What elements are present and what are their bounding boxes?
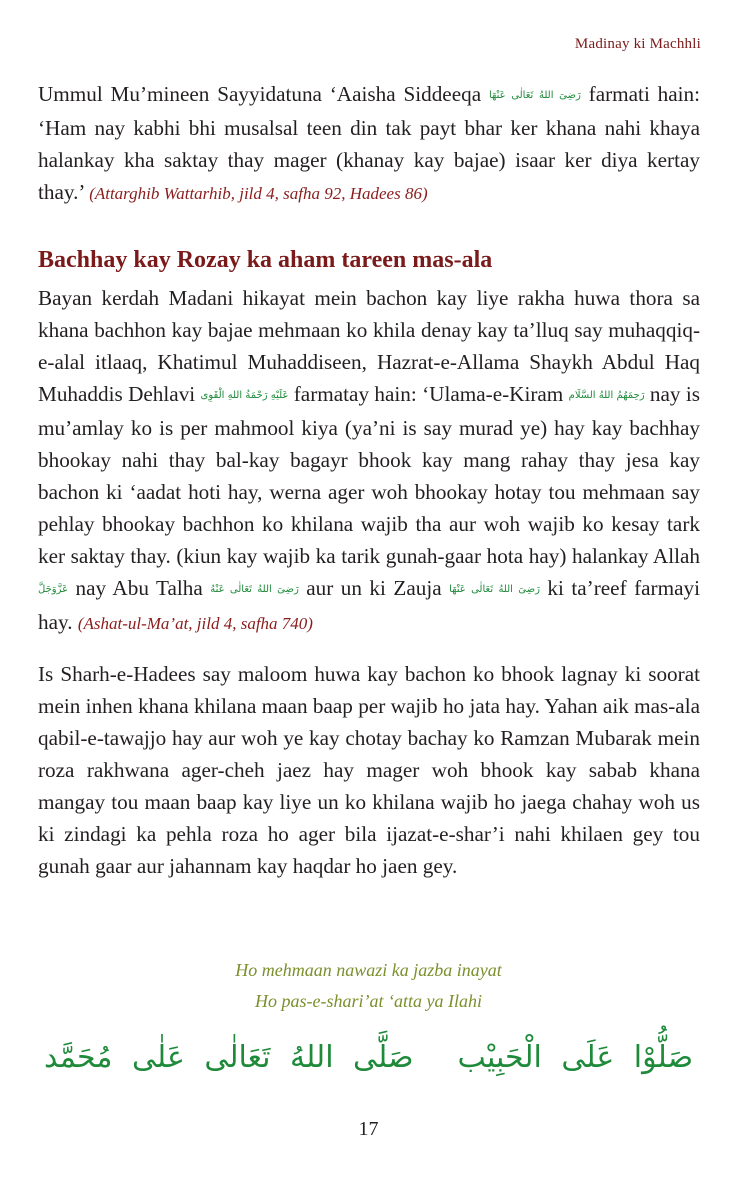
paragraph-3: Is Sharh-e-Hadees say maloom huwa kay bachon ko bhook lagnay ki soorat mein inhen khana khilana maan baap per wajib ho jata hay. Yahan aik mas-ala qabil-e-tawajjo hay aur woh ye kay chotay bachay ko Ramzan Mubarak mein roza rakhwana ager-cheh jaez hay mager woh bhook kay sabab khana mangay tou maan baap kay liye un ko khilana wajib ho jaega chahay woh us ki zindagi ka pehla roza ho ager bila ijazat-e-shar’i nahi khilaen gey tou gunah gaar aur jahannam kay haqdar ho jaen gey. (38, 662, 700, 878)
page-body (38, 78, 700, 882)
section-heading: Bachhay kay Rozay ka aham tareen mas-ala (38, 247, 493, 273)
couplet-line-1: Ho mehmaan nawazi ka jazba inayat (235, 960, 502, 980)
arabic-honorific: رَضِیَ اللهُ تَعَالٰی عَنْهَا (449, 584, 540, 595)
poetry-couplet (0, 955, 737, 1017)
durood-line (0, 1040, 737, 1075)
arabic-honorific: عَزَّوَجَلَّ (38, 584, 69, 595)
durood-phrase-left: صَلَّی اللهُ تَعَالٰی عَلٰی مُحَمَّد (43, 1040, 414, 1075)
arabic-honorific: رَضِیَ اللهُ تَعَالٰی عَنْهُ (210, 584, 299, 595)
durood-phrase-right: صَلُّوْا عَلَی الْحَبِیْب (457, 1040, 694, 1075)
arabic-honorific: عَلَیْهِ رَحْمَةُ اللهِ الْقَوِی (200, 390, 289, 401)
running-header-title: Madinay ki Machhli (574, 36, 701, 52)
citation: (Ashat-ul-Ma’at, jild 4, safha 740) (77, 614, 313, 633)
couplet-line-2: Ho pas-e-shari’at ‘atta ya Ilahi (255, 991, 482, 1011)
paragraph-2: Bayan kerdah Madani hikayat mein bachon kay liye rakha huwa thora sa khana bachhon kay bajae mehmaan ko khila denay kay ta’lluq say muhaqqiq-e-alal itlaaq, Khatimul Muhaddiseen, Hazrat-e-Allama Shaykh Abdul Haq Muhaddis Dehlavi عَلَیْهِ رَحْمَةُ اللهِ الْقَوِی farmatay hain: ‘Ulama-e-Kiram رَحِمَهُمُ اللهُ السَّلَام nay is mu’amlay ko is per mahmool kiya (ya’ni is say murad ye) hay kay bachhay bhookay nahi thay bal-kay bagayr bhook kay mang rahay thay jesa kay bachon ki ‘aadat hoti hay, werna ager woh bhookay hotay tou mehmaan say pehlay bhookay bachhon ko khilana wajib tha aur woh wajib ko kesay tark ker saktay thay. (kiun kay wajib ka tarik gunah-gaar hota hay) halankay Allah عَزَّوَجَلَّ nay Abu Talha رَضِیَ اللهُ تَعَالٰی عَنْهُ aur un ki Zauja رَضِیَ اللهُ تَعَالٰی عَنْهَا ki ta’reef farmayi hay. (Ashat-ul-Ma’at, jild 4, safha 740) (38, 286, 700, 634)
arabic-honorific: رَضِیَ اللهُ تَعَالٰی عَنْهَا (488, 90, 581, 101)
page-number: 17 (358, 1118, 379, 1140)
citation: (Attarghib Wattarhib, jild 4, safha 92, Hadees 86) (89, 184, 428, 203)
arabic-honorific: رَحِمَهُمُ اللهُ السَّلَام (568, 390, 645, 401)
paragraph-1: Ummul Mu’mineen Sayyidatuna ‘Aaisha Siddeeqa رَضِیَ اللهُ تَعَالٰی عَنْهَا farmati hain: ‘Ham nay kabhi bhi musalsal teen din tak payt bhar ker khana nahi khaya halankay kha saktay thay mager (khanay kay bajae) isaar ker diya kertay thay.’ (Attarghib Wattarhib, jild 4, safha 92, Hadees 86) (38, 82, 700, 204)
